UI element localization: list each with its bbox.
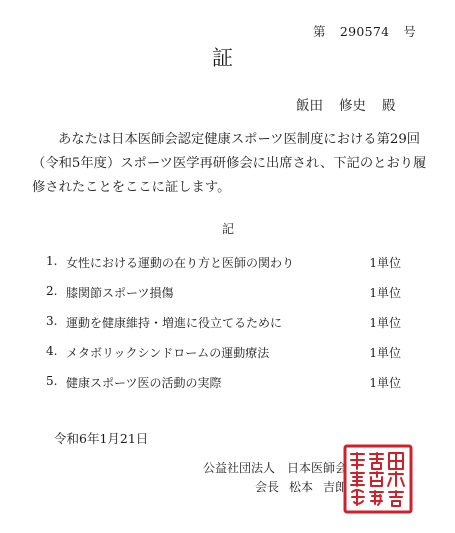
signer-family-name: 松本 (289, 480, 314, 494)
item-name: 膝関節スポーツ損傷 (66, 286, 174, 300)
item-unit: 1単位 (369, 286, 401, 300)
signer-title: 会長 (255, 480, 280, 494)
issuing-organization (203, 459, 347, 476)
certificate-body (32, 128, 432, 200)
signer (255, 478, 347, 495)
item-number: 1. (46, 254, 58, 268)
item-number: 2. (46, 284, 58, 298)
recipient-name (296, 94, 396, 114)
item-name: 運動を健康維持・増進に役立てるために (66, 316, 283, 330)
list-item (46, 284, 401, 302)
list-item (46, 254, 401, 272)
item-number: 3. (46, 314, 58, 328)
list-item (46, 314, 401, 332)
list-item (46, 374, 401, 392)
certificate-number (313, 22, 416, 40)
item-name: 健康スポーツ医の活動の実際 (66, 376, 222, 390)
item-number: 4. (46, 344, 58, 358)
organization-name: 日本医師会 (287, 461, 348, 475)
recipient-given-name: 修史 (339, 98, 366, 114)
item-unit: 1単位 (369, 316, 401, 330)
record-heading: 記 (222, 222, 235, 236)
certificate-number-value: 290574 (339, 24, 390, 39)
official-seal-icon (342, 444, 414, 514)
signer-given-name: 吉郎 (323, 480, 348, 494)
item-name: 女性における運動の在り方と医師の関わり (66, 256, 295, 270)
list-item (46, 344, 401, 362)
organization-type: 公益社団法人 (203, 461, 276, 475)
recipient-family-name: 飯田 (296, 98, 323, 114)
item-unit: 1単位 (369, 256, 401, 270)
certificate-number-prefix: 第 (313, 24, 326, 39)
recipient-honorific: 殿 (382, 98, 396, 114)
item-name: メタボリックシンドロームの運動療法 (66, 346, 270, 360)
certificate-number-suffix: 号 (403, 24, 417, 39)
item-unit: 1単位 (369, 376, 401, 390)
item-number: 5. (46, 374, 58, 388)
document-title: 証 (212, 46, 233, 70)
issue-date: 令和6年1月21日 (54, 431, 149, 446)
item-unit: 1単位 (369, 346, 401, 360)
certificate-body-text: あなたは日本医師会認定健康スポーツ医制度における第29回（令和5年度）スポーツ医学再研修会に出席され、下記のとおり履修されたことをここに証します。 (32, 132, 427, 195)
